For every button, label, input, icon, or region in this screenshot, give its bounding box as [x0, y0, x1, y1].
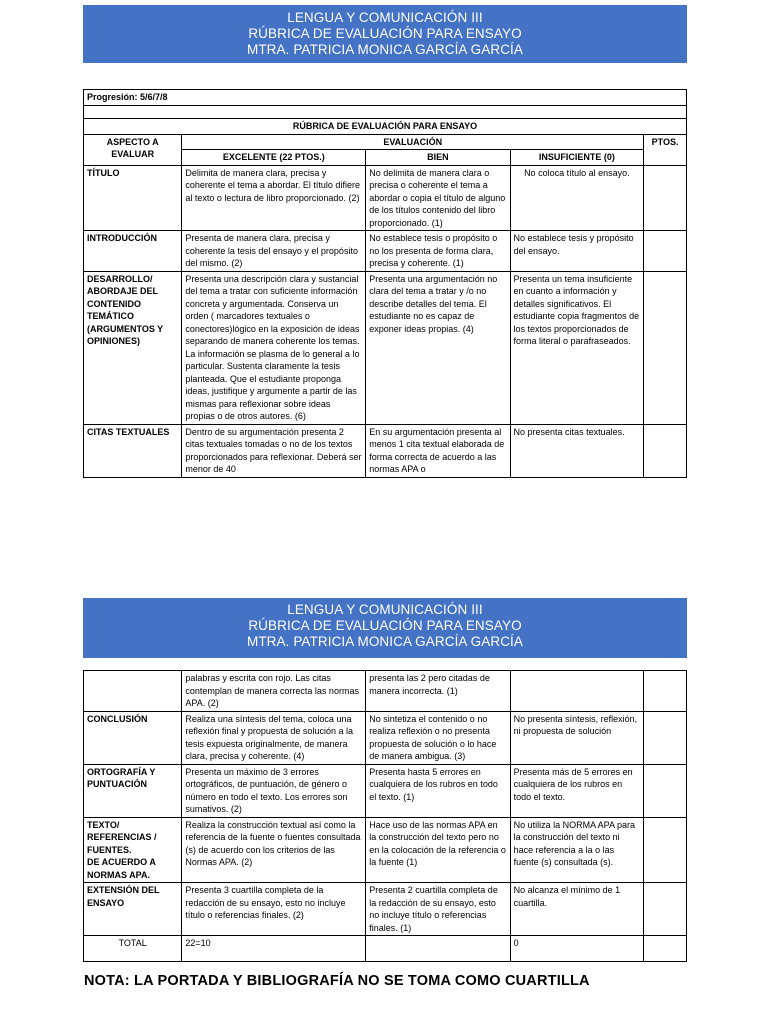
row-ptos [644, 271, 687, 424]
row-excelente: Presenta de manera clara, precisa y coherente la tesis del ensayo y el propósito del mismo. (2) [182, 231, 366, 272]
banner-teacher: MTRA. PATRICIA MONICA GARCÍA GARCÍA [246, 42, 524, 57]
row-insuficiente [510, 671, 644, 712]
row-excelente: Realiza la construcción textual así como la referencia de la fuente o fuentes consultada (s) de acuerdo con los criterios de las Normas APA. (2) [182, 817, 366, 883]
banner-subject: LENGUA Y COMUNICACIÓN III [287, 10, 483, 25]
table-row [84, 165, 687, 231]
rubric-table-page-1 [83, 89, 687, 478]
row-excelente: Presenta 3 cuartilla completa de la redacción de su ensayo, esto no incluye título o referencias finales. (2) [182, 883, 366, 936]
row-bien [366, 424, 510, 477]
header-aspecto: ASPECTO A EVALUAR [84, 134, 182, 165]
header-banner-page-2 [83, 598, 687, 658]
table-row [84, 883, 687, 936]
rubric-table-page-2 [83, 670, 687, 962]
row-bien: No establece tesis o propósito o no los presenta de forma clara, precisa y coherente. (1) [366, 231, 510, 272]
total-row [84, 936, 687, 962]
row-bien: Presenta 2 cuartilla completa de la redacción de su ensayo, esto no incluye título o referencias finales. (1) [366, 883, 510, 936]
header-insuficiente: INSUFICIENTE (0) [510, 150, 644, 166]
row-ptos [644, 231, 687, 272]
table-row [84, 764, 687, 817]
footer-note: NOTA: LA PORTADA Y BIBLIOGRAFÍA NO SE TOMA COMO CUARTILLA [84, 973, 590, 989]
row-insuficiente: No utiliza la NORMA APA para la construcción del texto ni hace referencia a la o las fuente (s) consultada (s). [510, 817, 644, 883]
row-ptos [644, 711, 687, 764]
row-ptos [644, 165, 687, 231]
total-bien [366, 936, 510, 962]
row-bien: presenta las 2 pero citadas de manera incorrecta. (1) [366, 671, 510, 712]
row-excelente: Presenta una descripción clara y sustancial del tema a tratar con suficiente información concreta y argumentada. Conserva un orden ( marcadores textuales o conectores)lógico en la exposición de ideas separando de manera coherente los temas. La información se plasma de lo general a lo particular. Sustenta claramente la tesis planteada. Que el estudiante proponga ideas, justifique y argumente a partir de las mismas para reflexionar sobre ideas propias o de otros autores. (6) [182, 271, 366, 424]
row-bien: Hace uso de las normas APA en la construcción del texto pero no en la colocación de la referencia o la fuente (1) [366, 817, 510, 883]
header-evaluacion: EVALUACIÓN [182, 134, 644, 150]
row-bien: Presenta hasta 5 errores en cualquiera de los rubros en todo el texto. (1) [366, 764, 510, 817]
banner-title: RÚBRICA DE EVALUACIÓN PARA ENSAYO [248, 618, 522, 633]
row-aspecto: CITAS TEXTUALES [84, 424, 182, 477]
row-bien: No delimita de manera clara o precisa o coherente el tema a abordar o copia el título de alguno de los títulos contenido del libro proporcionado. (1) [366, 165, 510, 231]
table-row [84, 817, 687, 883]
banner-subject: LENGUA Y COMUNICACIÓN III [287, 602, 483, 617]
row-aspecto: INTRODUCCIÓN [84, 231, 182, 272]
row-aspecto: TEXTO/ REFERENCIAS / FUENTES. DE ACUERDO A NORMAS APA. [84, 817, 182, 883]
banner-teacher: MTRA. PATRICIA MONICA GARCÍA GARCÍA [246, 634, 524, 649]
table-row [84, 271, 687, 424]
row-ptos [644, 671, 687, 712]
row-insuficiente: No coloca título al ensayo. [510, 165, 644, 231]
row-aspecto: CONCLUSIÓN [84, 711, 182, 764]
row-ptos [644, 764, 687, 817]
total-excelente: 22=10 [182, 936, 366, 962]
progresion-label: Progresión: 5/6/7/8 [84, 90, 687, 106]
spacer-row [84, 106, 687, 119]
rubric-title: RÚBRICA DE EVALUACIÓN PARA ENSAYO [84, 119, 687, 135]
row-insuficiente: No presenta síntesis, reflexión, ni propuesta de solución [510, 711, 644, 764]
total-ptos [644, 936, 687, 962]
banner-title: RÚBRICA DE EVALUACIÓN PARA ENSAYO [248, 26, 522, 41]
row-aspecto: TÍTULO [84, 165, 182, 231]
header-banner [83, 5, 687, 63]
header-ptos: PTOS. [644, 134, 687, 165]
row-insuficiente: No presenta citas textuales. [510, 424, 644, 477]
row-ptos [644, 883, 687, 936]
row-excelente [182, 424, 366, 477]
table-row [84, 424, 687, 477]
row-aspecto: EXTENSIÓN DEL ENSAYO [84, 883, 182, 936]
row-insuficiente: No alcanza el mínimo de 1 cuartilla. [510, 883, 644, 936]
table-row [84, 231, 687, 272]
row-excelente: Realiza una síntesis del tema, coloca una reflexión final y propuesta de solución a la tesis expuesta originalmente, de manera clara, precisa y coherente. (4) [182, 711, 366, 764]
row-excelente: Presenta un máximo de 3 errores ortográficos, de puntuación, de género o número en todo el texto. Los errores son sumativos. (2) [182, 764, 366, 817]
row-insuficiente: Presenta un tema insuficiente en cuanto a información y detalles significativos. El estudiante copia fragmentos de los textos proporcionados de forma literal o parafraseados. [510, 271, 644, 424]
row-excelente: Delimita de manera clara, precisa y coherente el tema a abordar. El título difiere al texto o lectura de libro proporcionado. (2) [182, 165, 366, 231]
row-excelente: palabras y escrita con rojo. Las citas contemplan de manera correcta las normas APA. (2) [182, 671, 366, 712]
row-aspecto: DESARROLLO/ ABORDAJE DEL CONTENIDO TEMÁTICO (ARGUMENTOS Y OPINIONES) [84, 271, 182, 424]
table-row [84, 671, 687, 712]
row-ptos [644, 817, 687, 883]
header-bien: BIEN [366, 150, 510, 166]
total-label: TOTAL [84, 936, 182, 962]
row-bien: Presenta una argumentación no clara del tema a tratar y /o no describe detalles del tema. El estudiante no es capaz de exponer ideas propias. (4) [366, 271, 510, 424]
row-bien-text: En su argumentación presenta al menos 1 cita textual elaborada de forma correcta de acuerdo a las normas APA o [369, 426, 505, 474]
row-insuficiente: No establece tesis y propósito del ensayo. [510, 231, 644, 272]
total-insuficiente: 0 [510, 936, 644, 962]
header-excelente: EXCELENTE (22 PTOS.) [182, 150, 366, 166]
row-aspecto: ORTOGRAFÍA Y PUNTUACIÓN [84, 764, 182, 817]
table-row [84, 711, 687, 764]
row-bien: No sintetiza el contenido o no realiza reflexión o no presenta propuesta de solución o lo hace de manera ambigua. (3) [366, 711, 510, 764]
row-insuficiente: Presenta más de 5 errores en cualquiera de los rubros en todo el texto. [510, 764, 644, 817]
row-aspecto [84, 671, 182, 712]
row-excelente-text: Dentro de su argumentación presenta 2 citas textuales tomadas o no de los textos proporcionados para reflexionar. Deberá ser menor de 40 [185, 426, 362, 474]
row-ptos [644, 424, 687, 477]
